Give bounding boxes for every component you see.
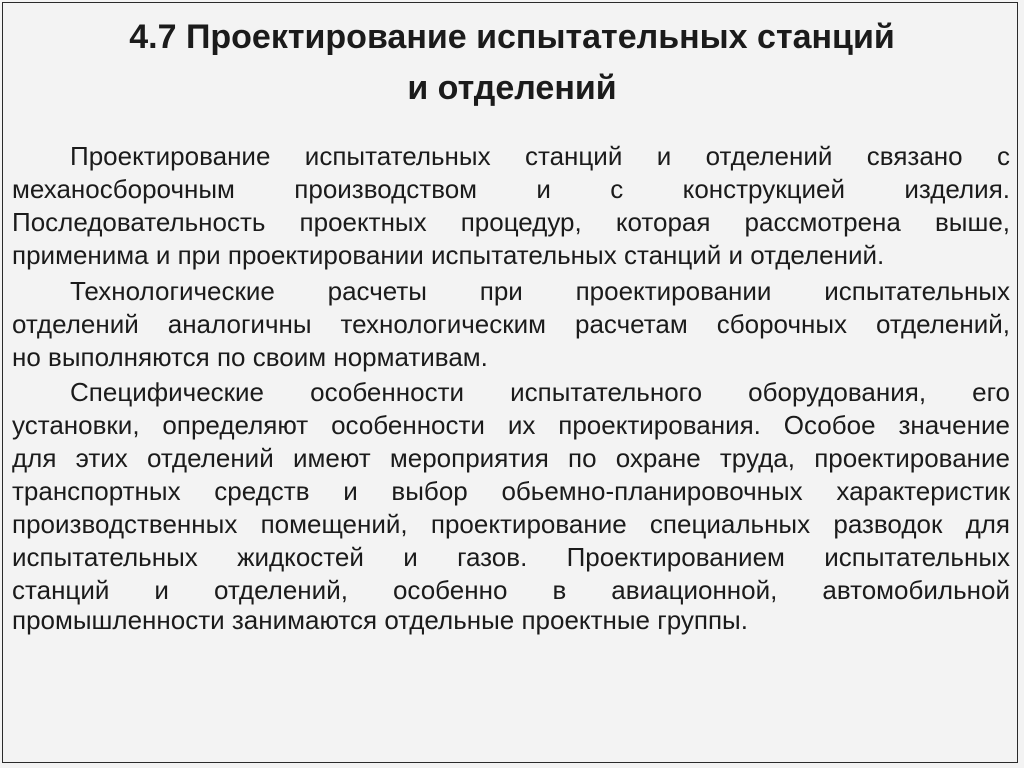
paragraph-line: Специфические особенности испытательного оборудования, его: [70, 377, 1010, 407]
paragraph-line: но выполняются по своим нормативам.: [12, 342, 488, 372]
title-line-2: и отделений: [407, 69, 617, 107]
paragraph-line: Последовательность проектных процедур, которая рассмотрена выше,: [12, 207, 1010, 237]
paragraph-line: механосборочным производством и с конструкцией изделия.: [12, 174, 1010, 204]
paragraph-line: производственных помещений, проектирование специальных разводок для: [12, 509, 1010, 539]
paragraph-line: станций и отделений, особенно в авиационной, автомобильной: [12, 575, 1010, 605]
paragraph-line: установки, определяют особенности их проектирования. Особое значение: [12, 410, 1010, 440]
paragraph-line: промышленности занимаются отдельные проектные группы.: [12, 605, 748, 635]
paragraph-line: транспортных средств и выбор обьемно-планировочных характеристик: [12, 476, 1010, 506]
paragraph-line: испытательных жидкостей и газов. Проектированием испытательных: [12, 542, 1010, 572]
paragraph-line: для этих отделений имеют мероприятия по охране труда, проектирование: [12, 443, 1010, 473]
paragraph-line: применима и при проектировании испытательных станций и отделений.: [12, 240, 885, 270]
paragraph-line: Проектирование испытательных станций и отделений связано с: [70, 141, 1010, 171]
paragraph-line: Технологические расчеты при проектировании испытательных: [70, 276, 1010, 306]
paragraph-line: отделений аналогичны технологическим расчетам сборочных отделений,: [12, 309, 1010, 339]
title-line-1: 4.7 Проектирование испытательных станций: [129, 18, 895, 56]
